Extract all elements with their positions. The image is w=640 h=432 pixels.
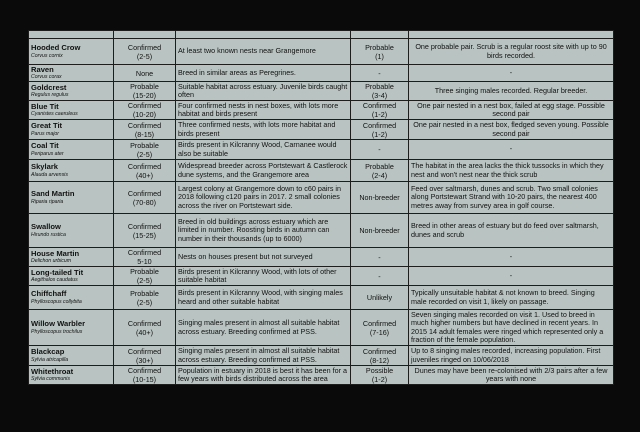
species-latin-name: Periparus ater	[31, 150, 64, 157]
estuary-breeding-notes: Breed in old buildings across estuary which are limited in number. Roosting birds in autumn can number in their thousands (up to 6000)	[178, 216, 330, 243]
estuary-pair-count: (2-5)	[136, 51, 153, 61]
table-row	[29, 120, 614, 140]
species-cell	[29, 160, 114, 182]
survey-notes-cell	[409, 140, 614, 160]
estuary-breeding-notes-cell	[176, 65, 351, 82]
estuary-status: Confirmed	[127, 120, 162, 130]
species-table-sheet	[28, 30, 613, 385]
estuary-pair-count: (15-20)	[132, 91, 157, 100]
species-cell	[29, 82, 114, 101]
survey-notes-cell	[409, 65, 614, 82]
estuary-pair-count: (30+)	[136, 355, 153, 365]
estuary-pair-count: (40+)	[136, 327, 153, 337]
species-name: Skylark	[31, 162, 59, 172]
survey-status: Confirmed	[362, 120, 397, 130]
table-row	[29, 160, 614, 182]
table-row	[29, 346, 614, 366]
estuary-breeding-notes: Suitable habitat across estuary. Juvenile birds caught often	[178, 81, 348, 99]
species-name: Sand Martin	[31, 189, 75, 199]
survey-notes-cell	[409, 160, 614, 182]
survey-status: -	[378, 68, 381, 78]
estuary-status-cell	[114, 267, 176, 286]
survey-status: Confirmed	[362, 318, 397, 328]
survey-notes: One probable pair. Scrub is a regular roost site with up to 90 birds recorded.	[415, 42, 607, 60]
survey-status: -	[378, 145, 381, 154]
species-latin-name: Corvus corax	[31, 74, 62, 81]
estuary-status-cell	[114, 366, 176, 385]
survey-notes: Up to 8 singing males recorded, increasing population. First juveniles ringed on 10/06/2018	[411, 346, 601, 364]
survey-notes: Feed over saltmarsh, dunes and scrub. Two small colonies along Portstewart Strand with 10-20 pairs, the nearest 400 metres away from survey area in golf course.	[411, 183, 598, 210]
survey-status-cell	[351, 39, 409, 65]
estuary-status: Probable	[130, 82, 159, 91]
species-cell	[29, 140, 114, 160]
survey-pair-count: (1-2)	[371, 129, 388, 139]
estuary-breeding-notes-cell	[176, 182, 351, 214]
survey-notes-cell	[409, 39, 614, 65]
survey-notes-cell	[409, 82, 614, 101]
breeding-species-table	[28, 30, 614, 385]
survey-status: Non-breeder	[359, 226, 400, 235]
estuary-breeding-notes-cell	[176, 310, 351, 346]
estuary-status: Confirmed	[127, 42, 162, 52]
species-cell	[29, 286, 114, 310]
table-row	[29, 286, 614, 310]
table-row	[29, 101, 614, 120]
survey-notes: Breed in other areas of estuary but do feed over saltmarsh, dunes and scrub	[411, 221, 599, 239]
species-name: Blue Tit	[31, 101, 59, 111]
survey-status-cell	[351, 248, 409, 267]
estuary-status-cell	[114, 248, 176, 267]
table-row	[29, 366, 614, 385]
survey-pair-count: (8-12)	[369, 355, 390, 365]
species-name: Willow Warbler	[31, 319, 86, 329]
survey-status-cell	[351, 120, 409, 140]
species-latin-name: Parus major	[31, 130, 59, 137]
estuary-status: Probable	[130, 267, 159, 276]
species-name: Great Tit	[31, 121, 63, 131]
estuary-breeding-notes: Largest colony at Grangemore down to c60 pairs in 2018 following c120 pairs in 2017. 2 small colonies across the river on Portstewart side.	[178, 183, 342, 210]
estuary-status-cell	[114, 65, 176, 82]
survey-notes: Dunes may have been re-colonised with 2/3 pairs after a few years with none	[414, 365, 608, 383]
header-spacer-cell	[351, 31, 409, 39]
survey-notes: -	[509, 270, 513, 280]
table-row	[29, 39, 614, 65]
species-latin-name: Riparia riparia	[31, 198, 64, 205]
species-latin-name: Corvus cornix	[31, 52, 63, 59]
estuary-status-cell	[114, 286, 176, 310]
survey-notes-cell	[409, 214, 614, 248]
species-cell	[29, 310, 114, 346]
estuary-breeding-notes-cell	[176, 140, 351, 160]
estuary-breeding-notes: Breed in similar areas as Peregrines.	[178, 67, 296, 77]
header-spacer-cell	[29, 31, 114, 39]
estuary-pair-count: (70-80)	[132, 197, 157, 207]
survey-notes: One pair nested in a nest box, failed at egg stage. Possible second pair	[417, 100, 605, 118]
estuary-status: Confirmed	[127, 221, 162, 231]
estuary-status-cell	[114, 160, 176, 182]
estuary-breeding-notes-cell	[176, 39, 351, 65]
survey-status: Unlikely	[366, 293, 393, 302]
estuary-status: Confirmed	[127, 248, 162, 257]
survey-status-cell	[351, 182, 409, 214]
survey-status-cell	[351, 101, 409, 120]
header-spacer-cell	[114, 31, 176, 39]
table-row	[29, 267, 614, 286]
survey-status-cell	[351, 214, 409, 248]
estuary-breeding-notes: Nests on houses present but not surveyed	[178, 251, 313, 261]
survey-pair-count: (2-4)	[371, 170, 388, 180]
estuary-breeding-notes-cell	[176, 120, 351, 140]
estuary-pair-count: (15-25)	[132, 230, 157, 240]
survey-notes: -	[509, 144, 513, 154]
survey-status-cell	[351, 286, 409, 310]
species-name: Coal Tit	[31, 141, 59, 151]
species-cell	[29, 39, 114, 65]
species-latin-name: Alauda arvensis	[31, 171, 68, 178]
survey-notes: One pair nested in a nest box, fledged seven young. Possible second pair	[413, 120, 609, 138]
estuary-status: Probable	[130, 140, 159, 150]
survey-notes-cell	[409, 182, 614, 214]
species-cell	[29, 101, 114, 120]
table-row	[29, 65, 614, 82]
estuary-pair-count: (40+)	[136, 170, 153, 180]
species-name: Chiffchaff	[31, 289, 67, 299]
survey-notes-cell	[409, 286, 614, 310]
estuary-breeding-notes: Birds present in Kilcranny Wood, with singing males heard and other suitable habitat	[178, 288, 343, 306]
survey-status-cell	[351, 140, 409, 160]
estuary-status: Confirmed	[127, 101, 162, 110]
species-cell	[29, 346, 114, 366]
survey-status-cell	[351, 346, 409, 366]
survey-notes-cell	[409, 248, 614, 267]
survey-status-cell	[351, 82, 409, 101]
estuary-status-cell	[114, 346, 176, 366]
estuary-status: Probable	[130, 288, 159, 298]
survey-notes: Three singing males recorded. Regular breeder.	[434, 85, 588, 95]
species-cell	[29, 267, 114, 286]
table-row	[29, 82, 614, 101]
survey-status: Possible	[365, 366, 394, 375]
estuary-breeding-notes-cell	[176, 101, 351, 120]
survey-notes-cell	[409, 366, 614, 385]
estuary-breeding-notes: Population in estuary in 2018 is best it has been for a few years with birds distributed across the area	[178, 365, 348, 383]
estuary-breeding-notes-cell	[176, 286, 351, 310]
species-cell	[29, 366, 114, 385]
estuary-pair-count: (10-15)	[132, 375, 157, 384]
estuary-status-cell	[114, 140, 176, 160]
survey-status: Probable	[365, 82, 394, 91]
survey-notes: -	[509, 67, 513, 77]
estuary-breeding-notes-cell	[176, 160, 351, 182]
estuary-breeding-notes: Three confirmed nests, with lots more habitat and birds present	[178, 120, 336, 138]
species-cell	[29, 65, 114, 82]
estuary-breeding-notes: Four confirmed nests in nest boxes, with lots more habitat and birds present	[178, 100, 339, 118]
survey-status: Confirmed	[362, 346, 397, 356]
header-spacer-cell	[176, 31, 351, 39]
survey-status: Probable	[365, 42, 394, 52]
estuary-status: None	[135, 68, 154, 78]
estuary-status-cell	[114, 182, 176, 214]
survey-status: Probable	[365, 161, 394, 171]
species-cell	[29, 182, 114, 214]
survey-notes-cell	[409, 101, 614, 120]
table-row	[29, 182, 614, 214]
estuary-status-cell	[114, 214, 176, 248]
survey-status-cell	[351, 366, 409, 385]
species-latin-name: Phylloscopus trochilus	[31, 328, 83, 335]
species-name: Goldcrest	[31, 82, 67, 92]
survey-notes: -	[509, 251, 513, 261]
species-name: House Martin	[31, 248, 80, 258]
species-latin-name: Aegithalos caudatus	[31, 277, 78, 284]
survey-status: Confirmed	[362, 101, 397, 110]
species-latin-name: Hirundo rustica	[31, 231, 66, 238]
estuary-status-cell	[114, 82, 176, 101]
species-name: Swallow	[31, 222, 61, 232]
survey-status-cell	[351, 65, 409, 82]
survey-status-cell	[351, 160, 409, 182]
species-name: Hooded Crow	[31, 43, 81, 53]
species-latin-name: Phylloscopus collybita	[31, 298, 82, 305]
header-spacer-cell	[409, 31, 614, 39]
estuary-status: Confirmed	[127, 366, 162, 375]
species-latin-name: Sylvia communis	[31, 376, 70, 383]
survey-pair-count: (7-16)	[369, 327, 390, 337]
estuary-status-cell	[114, 120, 176, 140]
survey-notes-cell	[409, 346, 614, 366]
species-latin-name: Sylvia atricapilla	[31, 356, 69, 363]
species-cell	[29, 120, 114, 140]
estuary-breeding-notes: Birds present in Kilcranny Wood, Carnanee would also be suitable	[178, 140, 337, 158]
survey-status: -	[378, 252, 381, 262]
survey-notes-cell	[409, 120, 614, 140]
estuary-status-cell	[114, 101, 176, 120]
survey-status-cell	[351, 267, 409, 286]
estuary-pair-count: (8-15)	[134, 129, 155, 139]
estuary-pair-count: 5-10	[137, 257, 152, 266]
estuary-status: Confirmed	[127, 318, 162, 328]
estuary-breeding-notes: Singing males present in almost all suitable habitat across estuary. Breeding confirmed at PSS.	[178, 346, 340, 364]
estuary-breeding-notes-cell	[176, 267, 351, 286]
estuary-status-cell	[114, 310, 176, 346]
estuary-pair-count: (2-5)	[136, 276, 153, 285]
survey-pair-count: (1-2)	[371, 110, 388, 119]
table-row	[29, 248, 614, 267]
table-header-spacer-row	[29, 31, 614, 39]
survey-notes-cell	[409, 267, 614, 286]
species-latin-name: Regulus regulus	[31, 92, 69, 99]
survey-notes: Typically unsuitable habitat & not known to breed. Singing male recorded on visit 1, likely on passage.	[411, 288, 595, 306]
survey-status: -	[378, 271, 381, 281]
survey-pair-count: (1-2)	[371, 375, 388, 384]
species-name: Raven	[31, 64, 54, 74]
estuary-breeding-notes-cell	[176, 366, 351, 385]
species-latin-name: Cyanistes caeruleus	[31, 111, 78, 118]
estuary-status: Confirmed	[127, 188, 162, 198]
species-name: Long-tailed Tit	[31, 267, 84, 277]
species-latin-name: Delichon urbicum	[31, 258, 72, 265]
table-row	[29, 310, 614, 346]
survey-notes: The habitat in the area lacks the thick tussocks in which they nest and won't nest near the thick scrub	[411, 161, 604, 179]
estuary-breeding-notes: Birds present in Kilcranny Wood, with lots of other suitable habitat	[178, 266, 337, 284]
table-row	[29, 214, 614, 248]
estuary-breeding-notes-cell	[176, 82, 351, 101]
estuary-breeding-notes-cell	[176, 346, 351, 366]
survey-status: Non-breeder	[359, 193, 400, 202]
survey-pair-count: (1)	[375, 51, 384, 61]
estuary-pair-count: (2-5)	[136, 297, 153, 307]
survey-notes-cell	[409, 310, 614, 346]
species-name: Blackcap	[31, 347, 65, 357]
estuary-breeding-notes: At least two known nests near Grangemore	[178, 46, 316, 56]
estuary-status: Confirmed	[127, 346, 162, 356]
estuary-breeding-notes-cell	[176, 248, 351, 267]
estuary-breeding-notes: Widespread breeder across Portstewart & Castlerock dune systems, and the Grangemore area	[178, 161, 348, 179]
species-name: Whitethroat	[31, 366, 74, 376]
survey-status-cell	[351, 310, 409, 346]
estuary-breeding-notes-cell	[176, 214, 351, 248]
table-row	[29, 140, 614, 160]
estuary-status-cell	[114, 39, 176, 65]
species-cell	[29, 248, 114, 267]
estuary-status: Confirmed	[127, 161, 162, 171]
survey-pair-count: (3-4)	[371, 91, 388, 100]
estuary-breeding-notes: Singing males present in almost all suitable habitat across estuary. Breeding confirmed at PSS.	[178, 318, 340, 336]
species-cell	[29, 214, 114, 248]
estuary-pair-count: (10-20)	[132, 110, 157, 119]
survey-notes: Seven singing males recorded on visit 1. Used to breed in much higher numbers but have declined in recent years. In 2015 14 adult females were ringed which represented only a fraction of the female population.	[411, 309, 604, 344]
estuary-pair-count: (2-5)	[136, 149, 153, 159]
